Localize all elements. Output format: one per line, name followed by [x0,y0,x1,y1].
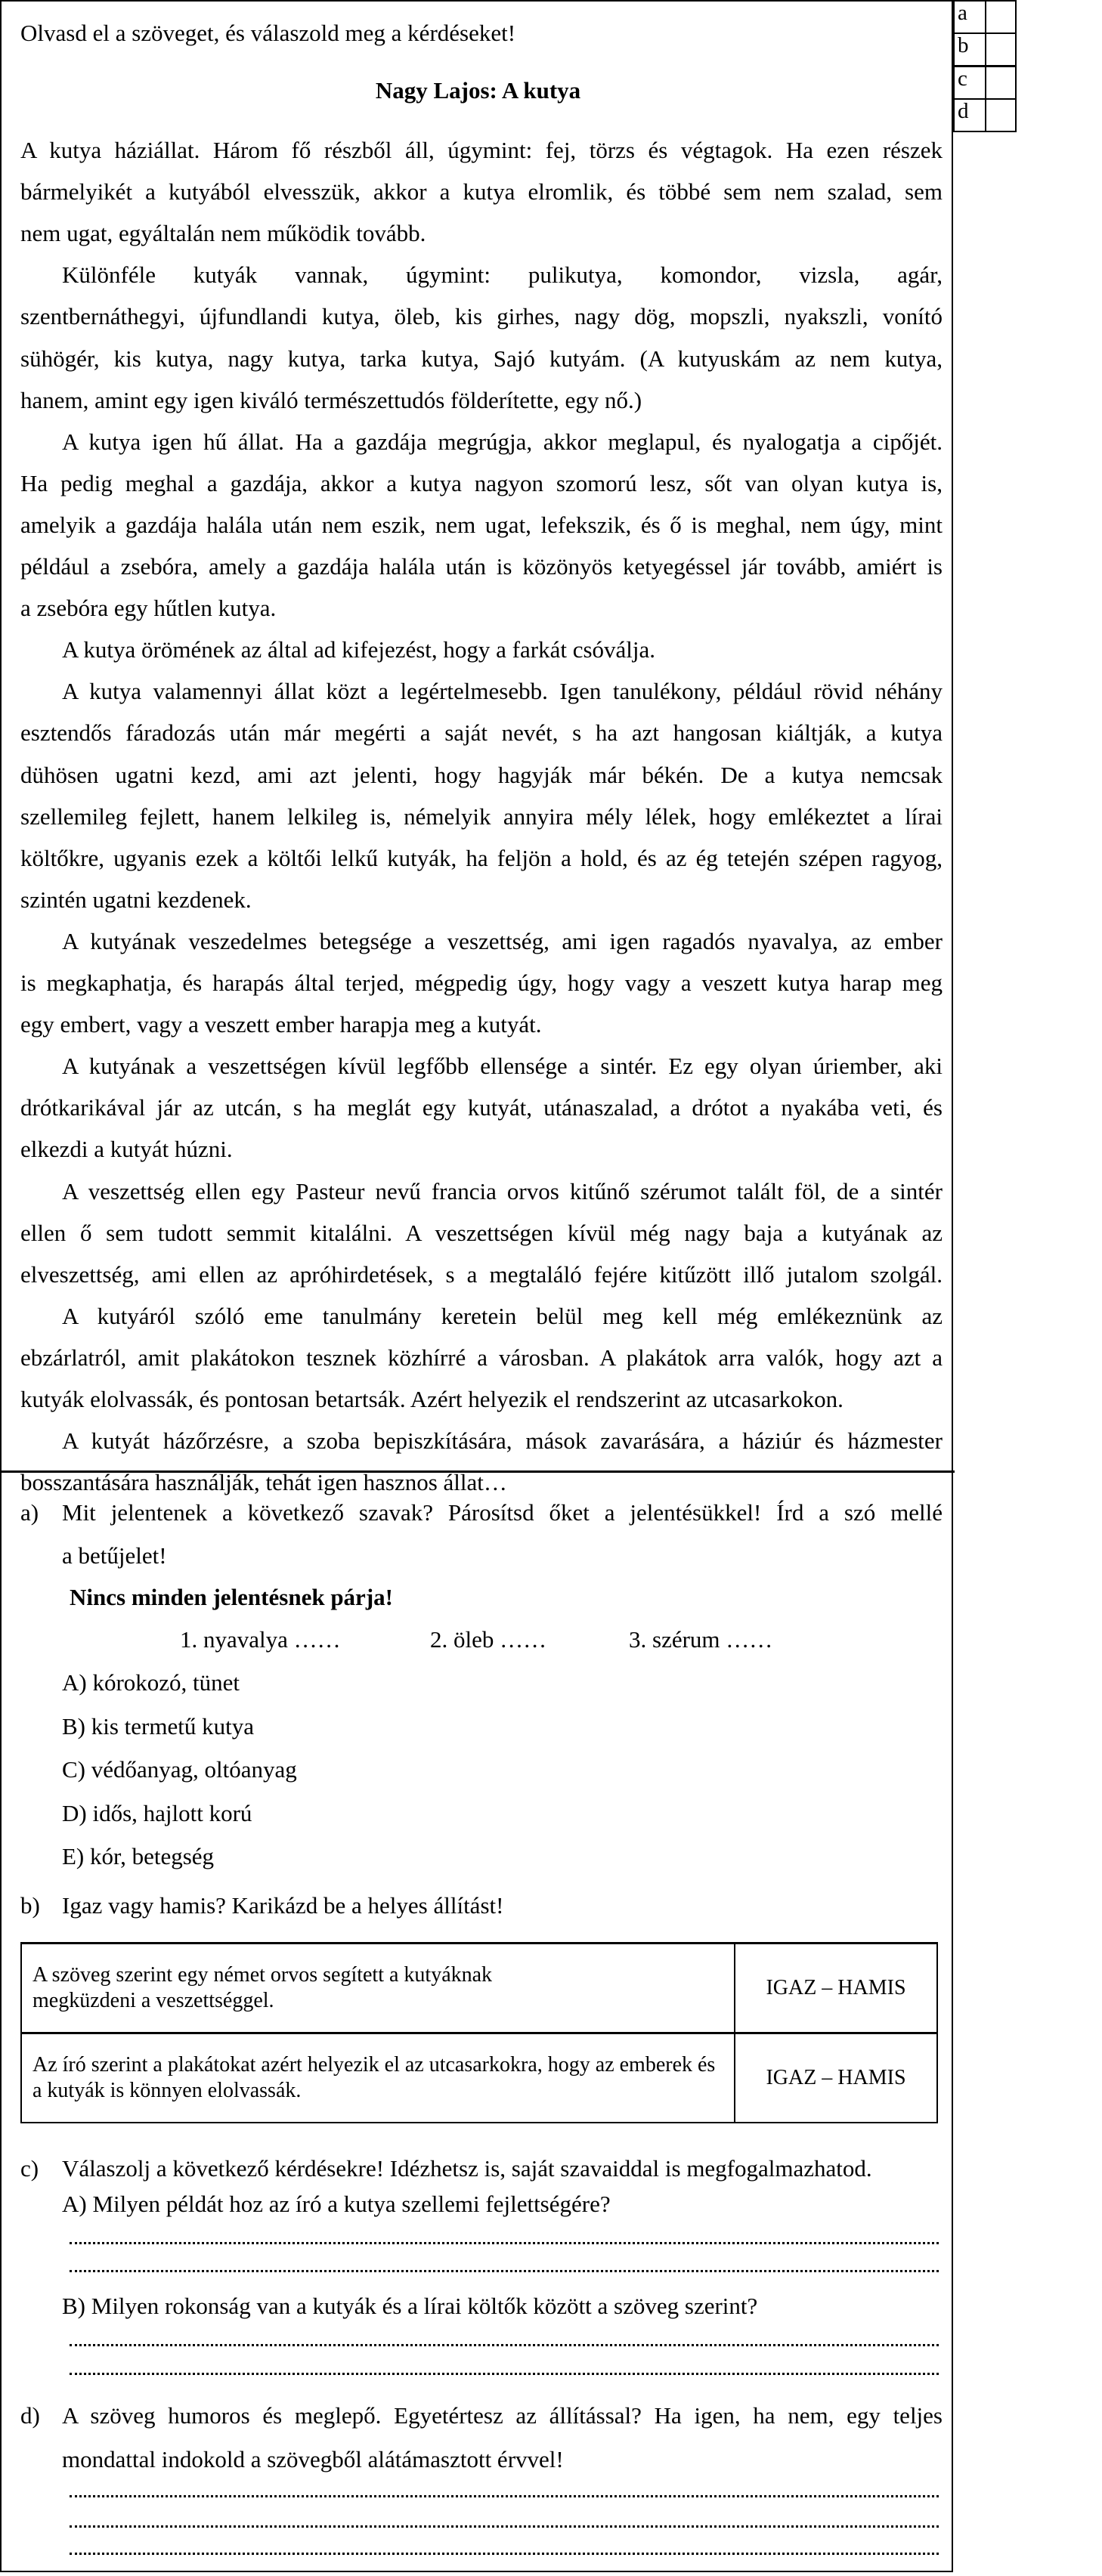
text-line: Különféle kutyák vannak, úgymint: pulikutya, komondor, vizsla, agár, [62,261,943,288]
text-line: A kutyáról szóló eme tanulmány keretein belül meg kell még emlékeznünk az [62,1303,943,1329]
text-line: A kutya háziállat. Három fő részből áll, úgymint: fej, törzs és végtagok. Ha ezen részek [20,137,943,163]
answer-line-c-b-2[interactable] [70,2373,939,2375]
text-line: nem ugat, egyáltalán nem működik tovább. [20,220,426,246]
question-a-line1: Mit jelentenek a következő szavak? Párosítsd őket a jelentésükkel! Írd a szó mellé [62,1499,943,1526]
text-line: szentbernáthegyi, újfundlandi kutya, öleb, kis girhes, nagy dög, mopszli, nyakszli, vonító [20,303,943,329]
score-box-b[interactable] [986,33,1016,66]
statement-1: A szöveg szerint egy német orvos segített a kutyáknak megküzdeni a veszettséggel. [21,1944,735,2033]
text-line: szintén ugatni kezdenek. [20,886,252,913]
text-line: elveszettség, ami ellen az apróhirdetések, s a megtaláló fejére kitűzött illő jutalom szolgál. [20,1261,943,1288]
text-line: amelyik a gazdája halála után nem eszik, nem ugat, lefekszik, és ő is meghal, nem úgy, mint [20,512,943,538]
text-line: bosszantására használják, tehát igen hasznos állat… [20,1469,507,1495]
question-b-label: b) [20,1892,40,1919]
option-e: E) kór, betegség [62,1843,215,1869]
question-d-line1: A szöveg humoros és meglepő. Egyetértesz az állítással? Ha igen, ha nem, egy teljes [62,2402,943,2429]
question-c-label: c) [20,2155,39,2182]
answer-line-d-1[interactable] [70,2495,939,2497]
true-false-choice-2[interactable]: IGAZ – HAMIS [735,2033,937,2123]
option-a: A) kórokozó, tünet [62,1669,240,1696]
word-item-1[interactable]: 1. nyavalya …… [180,1626,341,1653]
answer-line-d-3[interactable] [70,2553,939,2555]
text-line: hanem, amint egy igen kiváló természettudós földerítette, egy nő.) [20,387,642,413]
score-row-c [954,66,1016,100]
question-c-sub-b: B) Milyen rokonság van a kutyák és a lírai költők között a szöveg szerint? [62,2293,758,2319]
text-line: szellemileg fejlett, hanem lelkileg is, némelyik annyira mély lélek, hogy emlékeztet a lírai [20,803,943,830]
table-row [21,1944,937,2033]
score-row-a [954,1,1016,33]
instruction: Olvasd el a szöveget, és válaszold meg a kérdéseket! [20,20,516,46]
text-line: esztendős fáradozás után már megérti a saját nevét, s ha azt hangosan kiáltják, a kutya [20,719,943,746]
text-line: drótkarikával jár az utcán, s ha meglát egy kutyát, utánaszalad, a drótot a nyakába veti, és [20,1094,943,1121]
text-line: A kutya valamennyi állat közt a legértelmesebb. Igen tanulékony, például rövid néhány [62,678,943,704]
statement-2: Az író szerint a plakátokat azért helyezik el az utcasarkokra, hogy az emberek és a kutyák is könnyen elolvassák. [21,2033,735,2123]
answer-line-d-2[interactable] [70,2525,939,2528]
score-row-d [954,99,1016,131]
text-line: sühögér, kis kutya, nagy kutya, tarka kutya, Sajó kutyám. (A kutyuskám az nem kutya, [20,345,943,372]
word-item-3[interactable]: 3. szérum …… [629,1626,773,1653]
text-line: ebzárlatról, amit plakátokon tesznek közhírré a városban. A plakátok arra valók, hogy azt a [20,1344,943,1371]
score-label-c: c [954,66,986,100]
section-divider [2,1470,955,1473]
text-line: A kutyának veszedelmes betegsége a veszettség, ami igen ragadós nyavalya, az ember [62,928,943,954]
true-false-choice-1[interactable]: IGAZ – HAMIS [735,1944,937,2033]
text-line: ellen ő sem tudott semmit kitalálni. A veszettségen kívül még nagy baja a kutyának az [20,1220,943,1246]
question-c-sub-a: A) Milyen példát hoz az író a kutya szellemi fejlettségére? [62,2191,611,2217]
text-line: bármelyikét a kutyából elvesszük, akkor a kutya elromlik, és többé sem nem szalad, sem [20,178,943,205]
text-line: dühösen ugatni kezd, ami azt jelenti, hogy hagyják már békén. De a kutya nemcsak [20,762,943,788]
text-line: A kutyának a veszettségen kívül legfőbb ellensége a sintér. Ez egy olyan úriember, aki [62,1053,943,1079]
score-box-d[interactable] [986,99,1016,131]
question-b-text: Igaz vagy hamis? Karikázd be a helyes állítást! [62,1892,504,1919]
text-line: például a zsebóra, amely a gazdája halála után is közönyös ketyegéssel jár tovább, amiért is [20,553,943,580]
question-a-label: a) [20,1499,39,1526]
question-a-note: Nincs minden jelentésnek párja! [70,1584,393,1610]
option-c: C) védőanyag, oltóanyag [62,1756,297,1783]
true-false-table [20,1942,938,2123]
score-table [953,0,1017,132]
question-d-line2: mondattal indokold a szövegből alátámasztott érvvel! [62,2446,564,2472]
answer-line-c-b-1[interactable] [70,2344,939,2346]
text-line: a zsebóra egy hűtlen kutya. [20,595,277,621]
score-label-d: d [954,99,986,131]
option-b: B) kis termetű kutya [62,1713,254,1739]
text-line: elkezdi a kutyát húzni. [20,1136,233,1162]
score-label-a: a [954,1,986,33]
score-row-b [954,33,1016,66]
answer-line-c-a-1[interactable] [70,2242,939,2244]
text-line: Ha pedig meghal a gazdája, akkor a kutya nagyon szomorú lesz, sőt van olyan kutya is, [20,470,943,496]
table-row [21,2033,937,2123]
text-line: egy embert, vagy a veszett ember harapja meg a kutyát. [20,1011,542,1038]
question-a-line2: a betűjelet! [62,1542,167,1569]
score-label-b: b [954,33,986,66]
question-c-text: Válaszolj a következő kérdésekre! Idézhetsz is, saját szavaiddal is megfogalmazhatod. [62,2155,872,2182]
text-line: A kutya örömének az által ad kifejezést, hogy a farkát csóválja. [62,636,656,663]
question-d-label: d) [20,2402,40,2429]
text-line: A veszettség ellen egy Pasteur nevű francia orvos kitűnő szérumot talált föl, de a sintér [62,1178,943,1205]
text-line: A kutya igen hű állat. Ha a gazdája megrúgja, akkor meglapul, és nyalogatja a cipőjét. [62,428,943,455]
text-line: kutyák elolvassák, és pontosan betartsák. Azért helyezik el rendszerint az utcasarkokon. [20,1386,844,1412]
score-box-a[interactable] [986,1,1016,33]
text-line: költőkre, ugyanis ezek a költői lelkű kutyák, ha feljön a hold, és az ég tetején szépen ragyog, [20,845,943,871]
word-item-2[interactable]: 2. öleb …… [430,1626,547,1653]
text-line: A kutyát házőrzésre, a szoba bepiszkítására, mások zavarására, a háziúr és házmester [62,1427,943,1454]
text-line: is megkaphatja, és harapás által terjed, mégpedig úgy, hogy vagy a veszett kutya harap meg [20,969,943,996]
answer-line-c-a-2[interactable] [70,2270,939,2272]
option-d: D) idős, hajlott korú [62,1800,252,1826]
text-title: Nagy Lajos: A kutya [375,77,581,104]
score-box-c[interactable] [986,66,1016,100]
